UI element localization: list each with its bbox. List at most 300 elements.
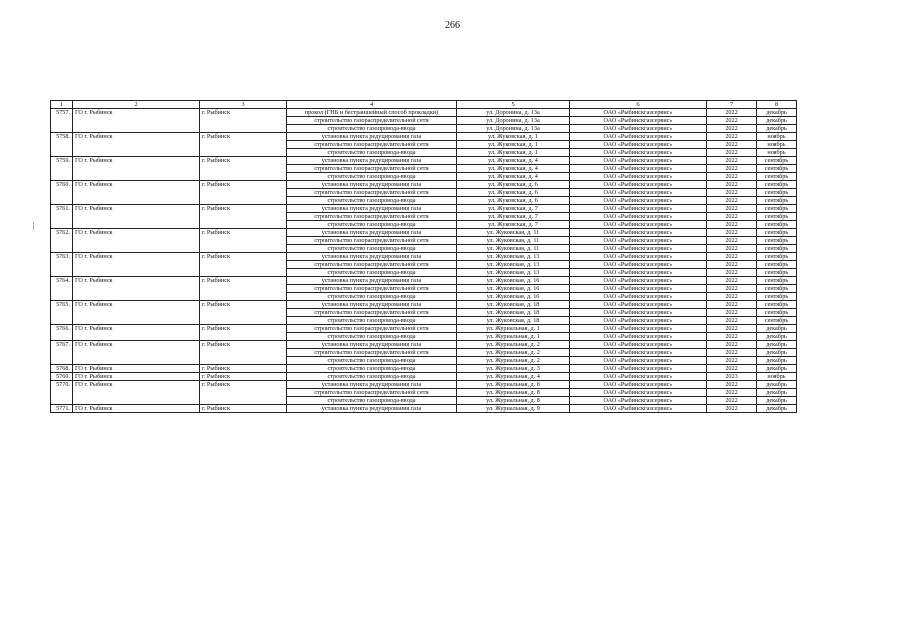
cell-municipality xyxy=(73,333,200,341)
cell-month: сентябрь xyxy=(757,165,797,173)
cell-contractor: ОАО «Рыбинскгазсервис» xyxy=(570,317,707,325)
cell-settlement xyxy=(200,357,287,365)
cell-address: ул. Жуковская, д. 13 xyxy=(457,253,570,261)
cell-settlement xyxy=(200,149,287,157)
cell-address: ул. Жуковская, д. 1 xyxy=(457,149,570,157)
table-row xyxy=(51,157,797,165)
cell-contractor: ОАО «Рыбинскгазсервис» xyxy=(570,365,707,373)
cell-municipality xyxy=(73,141,200,149)
cell-municipality xyxy=(73,213,200,221)
cell-settlement xyxy=(200,221,287,229)
cell-year: 2022 xyxy=(707,221,757,229)
cell-work-type: строительство газораспределительной сети xyxy=(287,349,457,357)
cell-month: декабрь xyxy=(757,405,797,413)
cell-work-type: строительство газопровода-ввода xyxy=(287,173,457,181)
cell-work-type: установка пункта редуцирования газа xyxy=(287,301,457,309)
cell-month: декабрь xyxy=(757,397,797,405)
cell-year: 2022 xyxy=(707,173,757,181)
cell-settlement: г. Рыбинск xyxy=(200,157,287,165)
table-row xyxy=(51,397,797,405)
cell-month: сентябрь xyxy=(757,237,797,245)
table-row xyxy=(51,381,797,389)
cell-municipality: ГО г. Рыбинск xyxy=(73,277,200,285)
cell-address: ул. Журнальная, д. 2 xyxy=(457,341,570,349)
cell-work-type: установка пункта редуцирования газа xyxy=(287,133,457,141)
table-row xyxy=(51,261,797,269)
cell-month: сентябрь xyxy=(757,205,797,213)
cell-month: сентябрь xyxy=(757,189,797,197)
cell-record-number: 5766. xyxy=(51,325,73,333)
cell-address: ул. Журнальная, д. 1 xyxy=(457,325,570,333)
cell-record-number xyxy=(51,117,73,125)
cell-work-type: строительство газопровода-ввода xyxy=(287,333,457,341)
cell-address: ул. Журнальная, д. 3 xyxy=(457,365,570,373)
cell-month: ноябрь xyxy=(757,373,797,381)
cell-address: ул. Жуковская, д. 11 xyxy=(457,245,570,253)
cell-record-number xyxy=(51,285,73,293)
cell-month: сентябрь xyxy=(757,269,797,277)
cell-month: декабрь xyxy=(757,357,797,365)
cell-work-type: строительство газораспределительной сети xyxy=(287,165,457,173)
cell-record-number: 5759. xyxy=(51,157,73,165)
col-header-2: 2 xyxy=(73,101,200,109)
cell-work-type: строительство газопровода-ввода xyxy=(287,365,457,373)
cell-address: ул. Доронина, д. 13а xyxy=(457,109,570,117)
cell-year: 2022 xyxy=(707,109,757,117)
cell-municipality: ГО г. Рыбинск xyxy=(73,381,200,389)
cell-year: 2022 xyxy=(707,133,757,141)
cell-month: сентябрь xyxy=(757,293,797,301)
cell-municipality xyxy=(73,357,200,365)
cell-work-type: строительство газопровода-ввода xyxy=(287,269,457,277)
cell-municipality: ГО г. Рыбинск xyxy=(73,301,200,309)
cell-month: декабрь xyxy=(757,389,797,397)
cell-contractor: ОАО «Рыбинскгазсервис» xyxy=(570,165,707,173)
cell-year: 2022 xyxy=(707,301,757,309)
cell-work-type: строительство газораспределительной сети xyxy=(287,325,457,333)
cell-work-type: строительство газопровода-ввода xyxy=(287,149,457,157)
cell-month: сентябрь xyxy=(757,181,797,189)
cell-record-number xyxy=(51,213,73,221)
cell-month: сентябрь xyxy=(757,157,797,165)
cell-address: ул. Журнальная, д. 8 xyxy=(457,381,570,389)
cell-record-number xyxy=(51,261,73,269)
cell-municipality: ГО г. Рыбинск xyxy=(73,181,200,189)
table-row xyxy=(51,181,797,189)
cell-municipality: ГО г. Рыбинск xyxy=(73,341,200,349)
cell-contractor: ОАО «Рыбинскгазсервис» xyxy=(570,109,707,117)
cell-record-number xyxy=(51,269,73,277)
cell-record-number xyxy=(51,221,73,229)
cell-work-type: строительство газопровода-ввода xyxy=(287,197,457,205)
cell-year: 2022 xyxy=(707,389,757,397)
cell-settlement: г. Рыбинск xyxy=(200,325,287,333)
cell-address: ул. Журнальная, д. 8 xyxy=(457,397,570,405)
cell-year: 2022 xyxy=(707,405,757,413)
cell-address: ул. Журнальная, д. 2 xyxy=(457,357,570,365)
cell-record-number xyxy=(51,317,73,325)
cell-record-number: 5765. xyxy=(51,301,73,309)
table-row xyxy=(51,173,797,181)
cell-settlement: г. Рыбинск xyxy=(200,181,287,189)
cell-work-type: строительство газораспределительной сети xyxy=(287,261,457,269)
cell-settlement xyxy=(200,165,287,173)
cell-contractor: ОАО «Рыбинскгазсервис» xyxy=(570,205,707,213)
col-header-1: 1 xyxy=(51,101,73,109)
cell-settlement xyxy=(200,245,287,253)
cell-contractor: ОАО «Рыбинскгазсервис» xyxy=(570,181,707,189)
cell-work-type: установка пункта редуцирования газа xyxy=(287,205,457,213)
cell-year: 2022 xyxy=(707,245,757,253)
cell-work-type: строительство газораспределительной сети xyxy=(287,309,457,317)
cell-record-number xyxy=(51,165,73,173)
cell-year: 2022 xyxy=(707,117,757,125)
cell-address: ул. Жуковская, д. 16 xyxy=(457,277,570,285)
cell-settlement: г. Рыбинск xyxy=(200,381,287,389)
cell-municipality: ГО г. Рыбинск xyxy=(73,229,200,237)
cell-contractor: ОАО «Рыбинскгазсервис» xyxy=(570,333,707,341)
cell-record-number xyxy=(51,349,73,357)
cell-contractor: ОАО «Рыбинскгазсервис» xyxy=(570,149,707,157)
table-row xyxy=(51,277,797,285)
cell-address: ул. Жуковская, д. 7 xyxy=(457,221,570,229)
cell-contractor: ОАО «Рыбинскгазсервис» xyxy=(570,229,707,237)
cell-contractor: ОАО «Рыбинскгазсервис» xyxy=(570,253,707,261)
cell-municipality: ГО г. Рыбинск xyxy=(73,109,200,117)
cell-record-number: 5771. xyxy=(51,405,73,413)
cell-record-number xyxy=(51,149,73,157)
cell-contractor: ОАО «Рыбинскгазсервис» xyxy=(570,237,707,245)
cell-month: сентябрь xyxy=(757,221,797,229)
cell-month: декабрь xyxy=(757,341,797,349)
cell-record-number: 5758. xyxy=(51,133,73,141)
cell-settlement xyxy=(200,117,287,125)
cell-month: ноябрь xyxy=(757,133,797,141)
cell-year: 2022 xyxy=(707,197,757,205)
table-row xyxy=(51,141,797,149)
cell-settlement xyxy=(200,269,287,277)
table-row xyxy=(51,341,797,349)
cell-municipality: ГО г. Рыбинск xyxy=(73,157,200,165)
cell-contractor: ОАО «Рыбинскгазсервис» xyxy=(570,189,707,197)
cell-municipality xyxy=(73,389,200,397)
cell-record-number xyxy=(51,309,73,317)
cell-address: ул. Журнальная, д. 1 xyxy=(457,333,570,341)
table-row xyxy=(51,125,797,133)
cell-contractor: ОАО «Рыбинскгазсервис» xyxy=(570,301,707,309)
cell-municipality xyxy=(73,285,200,293)
cell-record-number: 5764. xyxy=(51,277,73,285)
cell-month: ноябрь xyxy=(757,149,797,157)
cell-municipality xyxy=(73,397,200,405)
cell-municipality xyxy=(73,293,200,301)
cell-year: 2022 xyxy=(707,317,757,325)
cell-month: декабрь xyxy=(757,109,797,117)
cell-year: 2022 xyxy=(707,365,757,373)
table-row xyxy=(51,405,797,413)
cell-year: 2022 xyxy=(707,277,757,285)
cell-contractor: ОАО «Рыбинскгазсервис» xyxy=(570,397,707,405)
cell-record-number: 5757. xyxy=(51,109,73,117)
cell-address: ул. Жуковская, д. 18 xyxy=(457,317,570,325)
cell-work-type: установка пункта редуцирования газа xyxy=(287,405,457,413)
cell-month: сентябрь xyxy=(757,213,797,221)
cell-month: ноябрь xyxy=(757,141,797,149)
col-header-3: 3 xyxy=(200,101,287,109)
cell-address: ул. Жуковская, д. 1 xyxy=(457,141,570,149)
cell-contractor: ОАО «Рыбинскгазсервис» xyxy=(570,197,707,205)
cell-settlement xyxy=(200,213,287,221)
cell-municipality xyxy=(73,245,200,253)
cell-municipality xyxy=(73,165,200,173)
cell-address: ул. Жуковская, д. 7 xyxy=(457,205,570,213)
cell-year: 2022 xyxy=(707,165,757,173)
cell-record-number xyxy=(51,357,73,365)
cell-address: ул. Журнальная, д. 9 xyxy=(457,405,570,413)
table-row xyxy=(51,109,797,117)
cell-work-type: строительство газопровода-ввода xyxy=(287,125,457,133)
cell-municipality xyxy=(73,349,200,357)
cell-address: ул. Жуковская, д. 6 xyxy=(457,189,570,197)
cell-contractor: ОАО «Рыбинскгазсервис» xyxy=(570,341,707,349)
col-header-5: 5 xyxy=(457,101,570,109)
table-row xyxy=(51,165,797,173)
cell-settlement xyxy=(200,285,287,293)
cell-municipality: ГО г. Рыбинск xyxy=(73,133,200,141)
cell-settlement: г. Рыбинск xyxy=(200,301,287,309)
cell-month: сентябрь xyxy=(757,317,797,325)
cell-contractor: ОАО «Рыбинскгазсервис» xyxy=(570,389,707,397)
cell-settlement: г. Рыбинск xyxy=(200,229,287,237)
table-body xyxy=(51,109,797,413)
table-row xyxy=(51,149,797,157)
cell-record-number: 5763. xyxy=(51,253,73,261)
cell-work-type: строительство газораспределительной сети xyxy=(287,285,457,293)
cell-settlement xyxy=(200,317,287,325)
cell-settlement: г. Рыбинск xyxy=(200,277,287,285)
cell-settlement: г. Рыбинск xyxy=(200,341,287,349)
cell-record-number: 5762. xyxy=(51,229,73,237)
cell-year: 2022 xyxy=(707,293,757,301)
cell-address: ул. Жуковская, д. 7 xyxy=(457,213,570,221)
cell-year: 2022 xyxy=(707,181,757,189)
cell-year: 2022 xyxy=(707,205,757,213)
cell-record-number xyxy=(51,293,73,301)
cell-month: сентябрь xyxy=(757,309,797,317)
table-row xyxy=(51,221,797,229)
cell-municipality xyxy=(73,309,200,317)
cell-record-number xyxy=(51,197,73,205)
cell-work-type: установка пункта редуцирования газа xyxy=(287,229,457,237)
cell-month: декабрь xyxy=(757,381,797,389)
table-row xyxy=(51,293,797,301)
table-row xyxy=(51,245,797,253)
cell-contractor: ОАО «Рыбинскгазсервис» xyxy=(570,133,707,141)
cell-year: 2022 xyxy=(707,149,757,157)
cell-work-type: установка пункта редуцирования газа xyxy=(287,157,457,165)
cell-month: сентябрь xyxy=(757,173,797,181)
cell-record-number xyxy=(51,389,73,397)
cell-contractor: ОАО «Рыбинскгазсервис» xyxy=(570,357,707,365)
cell-address: ул. Жуковская, д. 6 xyxy=(457,197,570,205)
cell-contractor: ОАО «Рыбинскгазсервис» xyxy=(570,285,707,293)
cell-work-type: строительство газораспределительной сети xyxy=(287,141,457,149)
cell-year: 2022 xyxy=(707,381,757,389)
cell-contractor: ОАО «Рыбинскгазсервис» xyxy=(570,117,707,125)
cell-month: сентябрь xyxy=(757,301,797,309)
table-row xyxy=(51,285,797,293)
cell-address: ул. Жуковская, д. 11 xyxy=(457,237,570,245)
cell-year: 2022 xyxy=(707,285,757,293)
header-row xyxy=(51,101,797,109)
cell-year: 2022 xyxy=(707,253,757,261)
cell-work-type: строительство газопровода-ввода xyxy=(287,317,457,325)
table-row xyxy=(51,325,797,333)
cell-work-type: строительство газораспределительной сети xyxy=(287,189,457,197)
cell-year: 2022 xyxy=(707,261,757,269)
cell-year: 2023 xyxy=(707,373,757,381)
cell-year: 2022 xyxy=(707,213,757,221)
cell-record-number: 5761. xyxy=(51,205,73,213)
cell-month: сентябрь xyxy=(757,261,797,269)
cell-contractor: ОАО «Рыбинскгазсервис» xyxy=(570,373,707,381)
cell-address: ул. Жуковская, д. 18 xyxy=(457,301,570,309)
cell-work-type: строительство газопровода-ввода xyxy=(287,245,457,253)
cell-municipality xyxy=(73,173,200,181)
cell-settlement: г. Рыбинск xyxy=(200,205,287,213)
cell-month: сентябрь xyxy=(757,285,797,293)
cell-record-number xyxy=(51,245,73,253)
cell-year: 2022 xyxy=(707,333,757,341)
cell-contractor: ОАО «Рыбинскгазсервис» xyxy=(570,221,707,229)
cell-settlement xyxy=(200,397,287,405)
cell-contractor: ОАО «Рыбинскгазсервис» xyxy=(570,293,707,301)
cell-year: 2022 xyxy=(707,189,757,197)
cell-month: сентябрь xyxy=(757,229,797,237)
cell-month: декабрь xyxy=(757,349,797,357)
cell-work-type: строительство газопровода-ввода xyxy=(287,373,457,381)
cell-settlement xyxy=(200,197,287,205)
cell-year: 2022 xyxy=(707,325,757,333)
cell-work-type: строительство газораспределительной сети xyxy=(287,237,457,245)
cell-month: сентябрь xyxy=(757,197,797,205)
cell-municipality xyxy=(73,317,200,325)
cell-year: 2022 xyxy=(707,269,757,277)
cell-contractor: ОАО «Рыбинскгазсервис» xyxy=(570,381,707,389)
cell-municipality xyxy=(73,125,200,133)
cell-contractor: ОАО «Рыбинскгазсервис» xyxy=(570,325,707,333)
table-row xyxy=(51,333,797,341)
cell-work-type: установка пункта редуцирования газа xyxy=(287,381,457,389)
cell-year: 2022 xyxy=(707,357,757,365)
cell-work-type: строительство газораспределительной сети xyxy=(287,117,457,125)
cell-address: ул. Жуковская, д. 13 xyxy=(457,269,570,277)
cell-settlement: г. Рыбинск xyxy=(200,133,287,141)
table-row xyxy=(51,389,797,397)
cell-record-number xyxy=(51,173,73,181)
cell-address: ул. Доронина, д. 13а xyxy=(457,125,570,133)
cell-work-type: строительство газопровода-ввода xyxy=(287,221,457,229)
cell-contractor: ОАО «Рыбинскгазсервис» xyxy=(570,309,707,317)
cell-address: ул. Жуковская, д. 13 xyxy=(457,261,570,269)
cell-record-number xyxy=(51,397,73,405)
cell-municipality: ГО г. Рыбинск xyxy=(73,373,200,381)
table-row xyxy=(51,213,797,221)
table-row xyxy=(51,237,797,245)
table-row xyxy=(51,197,797,205)
cell-contractor: ОАО «Рыбинскгазсервис» xyxy=(570,173,707,181)
cell-address: ул. Журнальная, д. 8 xyxy=(457,389,570,397)
cell-contractor: ОАО «Рыбинскгазсервис» xyxy=(570,157,707,165)
cell-month: сентябрь xyxy=(757,245,797,253)
cell-month: декабрь xyxy=(757,365,797,373)
cell-address: ул. Жуковская, д. 4 xyxy=(457,173,570,181)
cell-month: декабрь xyxy=(757,117,797,125)
cell-work-type: установка пункта редуцирования газа xyxy=(287,277,457,285)
cell-address: ул. Жуковская, д. 16 xyxy=(457,293,570,301)
cell-address: ул. Жуковская, д. 4 xyxy=(457,165,570,173)
cell-settlement xyxy=(200,309,287,317)
cell-year: 2022 xyxy=(707,309,757,317)
cell-settlement xyxy=(200,333,287,341)
cell-municipality xyxy=(73,117,200,125)
cell-municipality: ГО г. Рыбинск xyxy=(73,405,200,413)
cell-settlement: г. Рыбинск xyxy=(200,405,287,413)
cell-address: ул. Жуковская, д. 4 xyxy=(457,157,570,165)
cell-work-type: строительство газораспределительной сети xyxy=(287,213,457,221)
cell-record-number xyxy=(51,189,73,197)
cell-municipality: ГО г. Рыбинск xyxy=(73,253,200,261)
cell-municipality xyxy=(73,269,200,277)
cell-settlement: г. Рыбинск xyxy=(200,109,287,117)
cell-work-type: установка пункта редуцирования газа xyxy=(287,341,457,349)
table-row xyxy=(51,253,797,261)
cell-year: 2022 xyxy=(707,237,757,245)
cell-municipality xyxy=(73,221,200,229)
cell-municipality: ГО г. Рыбинск xyxy=(73,365,200,373)
cell-record-number: 5768. xyxy=(51,365,73,373)
cell-settlement xyxy=(200,349,287,357)
cell-settlement xyxy=(200,261,287,269)
cell-year: 2022 xyxy=(707,157,757,165)
cell-municipality: ГО г. Рыбинск xyxy=(73,325,200,333)
cell-contractor: ОАО «Рыбинскгазсервис» xyxy=(570,349,707,357)
cell-record-number: 5769. xyxy=(51,373,73,381)
cell-year: 2022 xyxy=(707,125,757,133)
cell-settlement: г. Рыбинск xyxy=(200,373,287,381)
table-row xyxy=(51,301,797,309)
table-row xyxy=(51,269,797,277)
table-row xyxy=(51,205,797,213)
cell-settlement xyxy=(200,189,287,197)
cell-year: 2022 xyxy=(707,341,757,349)
col-header-8: 8 xyxy=(757,101,797,109)
cell-contractor: ОАО «Рыбинскгазсервис» xyxy=(570,125,707,133)
cell-address: ул. Жуковская, д. 11 xyxy=(457,229,570,237)
cell-settlement xyxy=(200,125,287,133)
cell-address: ул. Жуковская, д. 6 xyxy=(457,181,570,189)
table-row xyxy=(51,365,797,373)
cell-municipality: ГО г. Рыбинск xyxy=(73,205,200,213)
cell-work-type: строительство газопровода-ввода xyxy=(287,397,457,405)
cell-contractor: ОАО «Рыбинскгазсервис» xyxy=(570,141,707,149)
cell-municipality xyxy=(73,197,200,205)
cell-municipality xyxy=(73,237,200,245)
col-header-6: 6 xyxy=(570,101,707,109)
cell-year: 2022 xyxy=(707,141,757,149)
cell-address: ул. Журнальная, д. 4 xyxy=(457,373,570,381)
cell-month: декабрь xyxy=(757,333,797,341)
